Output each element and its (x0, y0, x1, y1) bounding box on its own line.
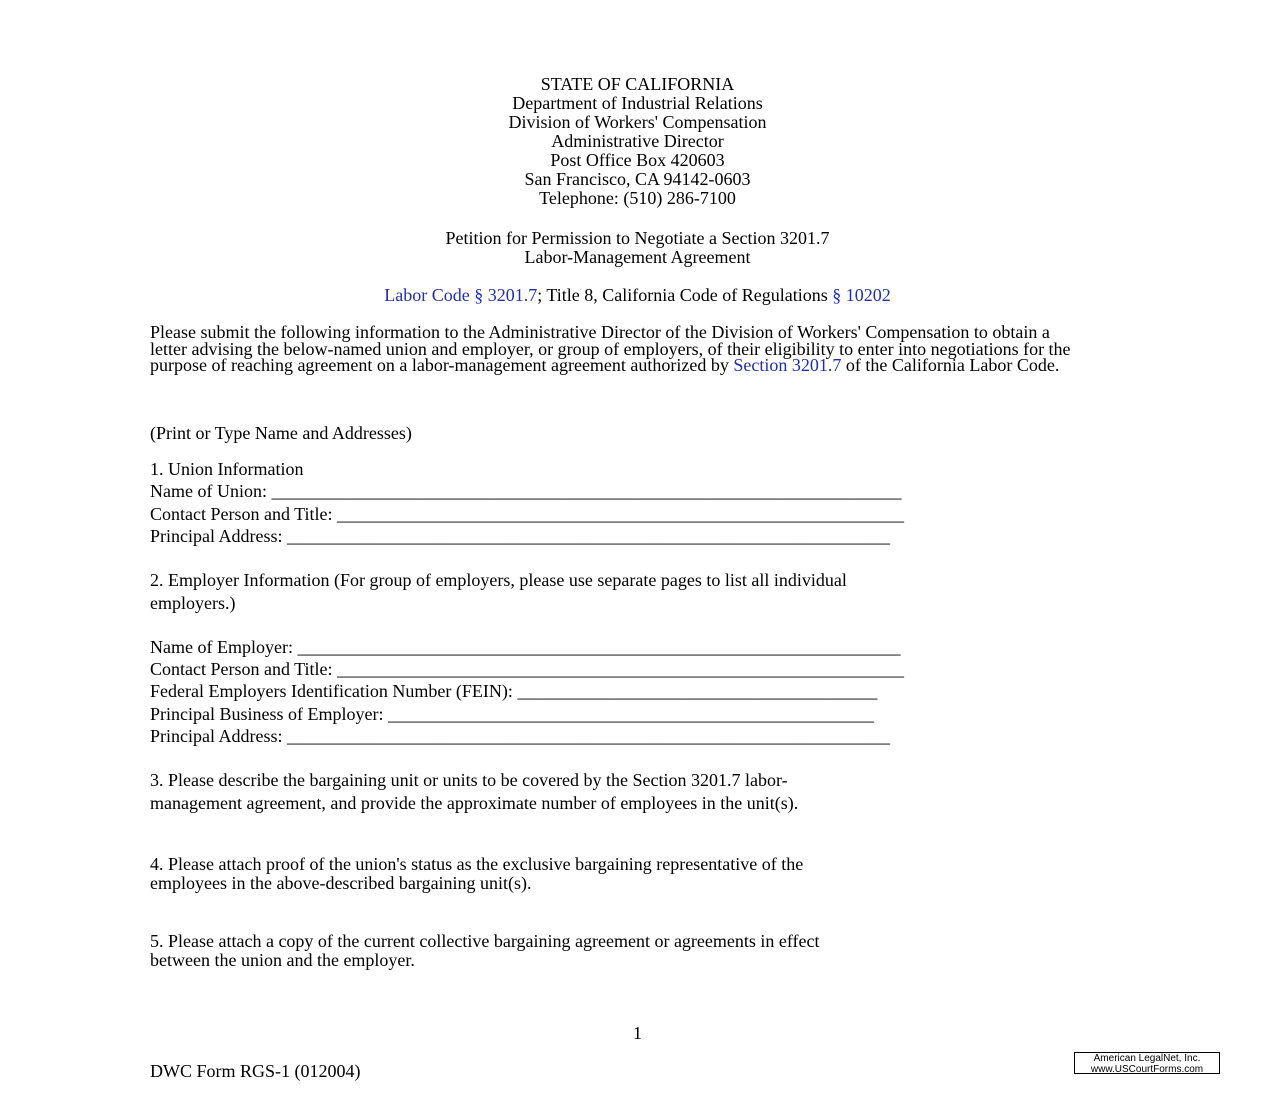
header-department: Department of Industrial Relations (512, 93, 763, 113)
form-title (0, 229, 1275, 267)
section2-heading-line1: 2. Employer Information (For group of employers, please use separate pages to list all individual (150, 570, 847, 590)
form-title-line2: Labor-Management Agreement (524, 247, 751, 267)
header-director: Administrative Director (551, 131, 724, 151)
agency-header (0, 75, 1275, 208)
section3-line1: 3. Please describe the bargaining unit or units to be covered by the Section 3201.7 labor- (150, 770, 788, 790)
badge-company: American LegalNet, Inc. (1093, 1053, 1201, 1064)
section2-heading-line2: employers.) (150, 593, 236, 613)
citation-line (0, 285, 1275, 306)
employer-business-field[interactable]: Principal Business of Employer: ______________________________________________________ (150, 704, 874, 724)
union-address-field[interactable]: Principal Address: ___________________________________________________________________ (150, 526, 890, 546)
union-contact-field[interactable]: Contact Person and Title: _______________________________________________________________ (150, 504, 905, 524)
employer-fein-field[interactable]: Federal Employers Identification Number (FEIN): ________________________________________ (150, 681, 878, 701)
section5-line2: between the union and the employer. (150, 950, 415, 970)
header-state: STATE OF CALIFORNIA (540, 74, 735, 94)
badge-website: www.USCourtForms.com (1090, 1063, 1204, 1075)
section1-heading: 1. Union Information (150, 459, 304, 479)
form-title-line1: Petition for Permission to Negotiate a Section 3201.7 (445, 228, 830, 248)
intro-text: Please submit the following information to the Administrative Director of the Division of Workers' Compensation to obtain a letter advising the below-named union and employer, or group of employers, of their eligibility to enter into negotiations for the purpose of reaching agreement on a labor-management agreement authorized by (150, 322, 1071, 376)
intro-paragraph (150, 324, 1090, 374)
header-po-box: Post Office Box 420603 (550, 150, 725, 170)
legalnet-badge (1074, 1052, 1220, 1074)
section-link[interactable]: Section 3201.7 (733, 355, 842, 376)
employer-address-field[interactable]: Principal Address: ___________________________________________________________________ (150, 726, 890, 746)
header-telephone: Telephone: (510) 286-7100 (539, 188, 736, 208)
section4-line1: 4. Please attach proof of the union's status as the exclusive bargaining representative of the (150, 854, 804, 874)
section3-line2: management agreement, and provide the approximate number of employees in the unit(s). (150, 793, 799, 813)
form-id: DWC Form RGS-1 (012004) (150, 1061, 361, 1081)
citation-middle: ; Title 8, California Code of Regulations (537, 285, 833, 305)
section5-line1: 5. Please attach a copy of the current collective bargaining agreement or agreements in effect (150, 931, 820, 951)
print-note: (Print or Type Name and Addresses) (150, 423, 412, 443)
header-division: Division of Workers' Compensation (508, 112, 767, 132)
header-city: San Francisco, CA 94142-0603 (524, 169, 751, 189)
employer-name-field[interactable]: Name of Employer: ___________________________________________________________________ (150, 637, 901, 657)
intro-text-end: of the California Labor Code. (841, 355, 1060, 376)
regulation-link[interactable]: § 10202 (832, 285, 891, 305)
employer-contact-field[interactable]: Contact Person and Title: _______________________________________________________________ (150, 659, 905, 679)
page-number: 1 (633, 1023, 642, 1043)
labor-code-link[interactable]: Labor Code § 3201.7 (384, 285, 538, 305)
section4-line2: employees in the above-described bargaining unit(s). (150, 873, 532, 893)
union-name-field[interactable]: Name of Union: ______________________________________________________________________ (150, 481, 902, 501)
